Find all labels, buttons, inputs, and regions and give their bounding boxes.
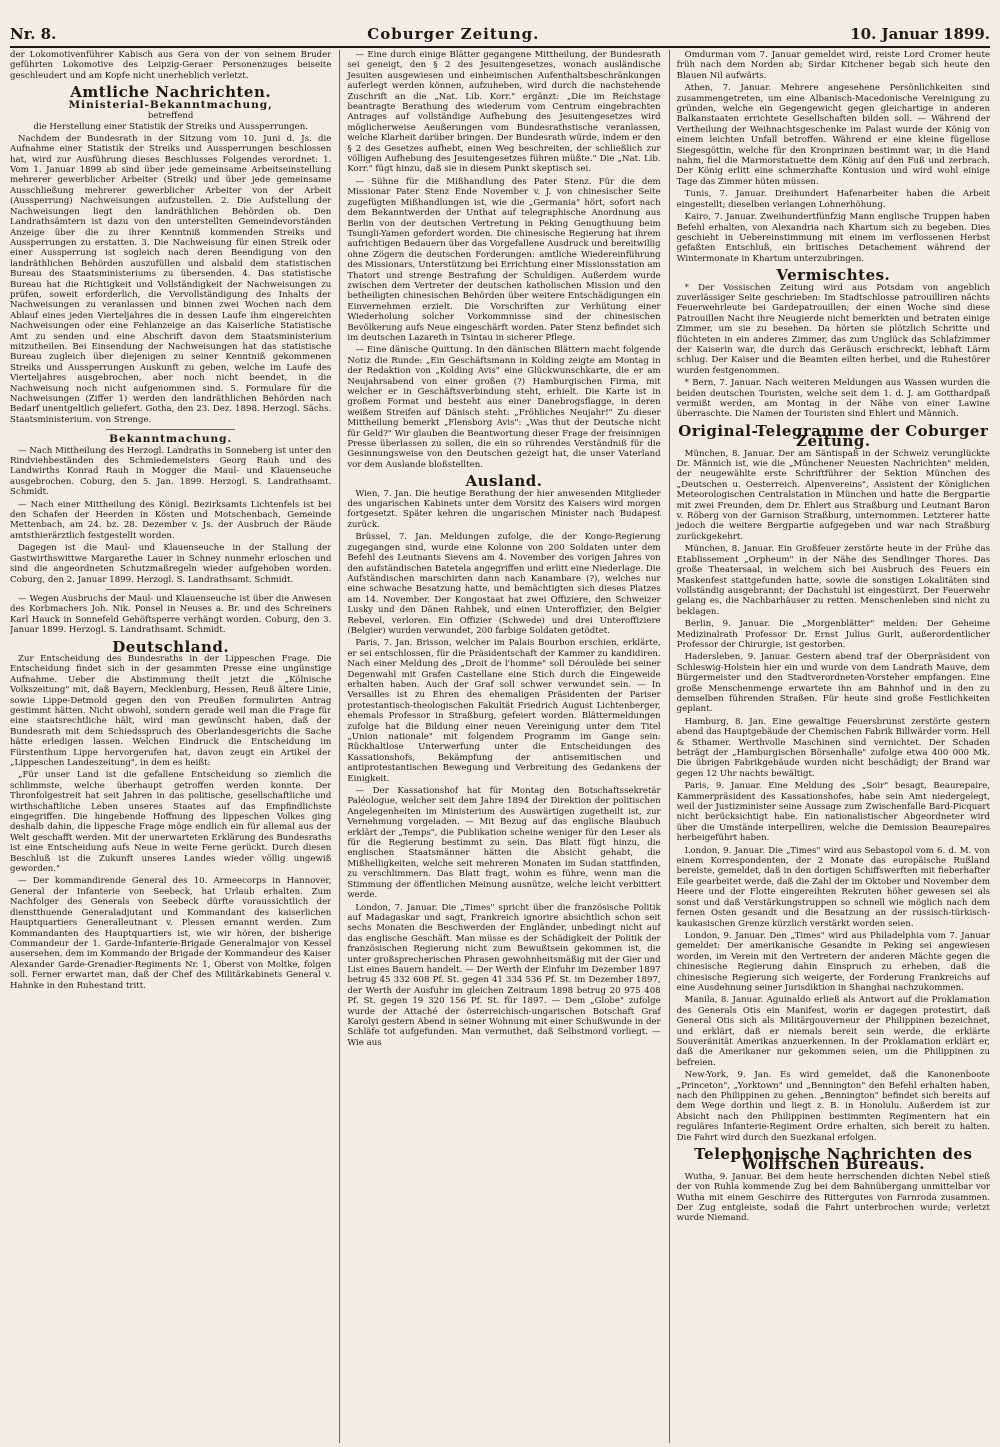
article-text: Nachdem der Bundesrath in der Sitzung vom 10. Juni d. Js. die Aufnahme einer Statistik der Streiks und Aussperrungen beschlossen hat, wird zur Ausführung dieses Beschlusses Folgendes verordnet: 1. Vom 1. Januar 1899 ab sind über jede gemeinsame Arbeitseinstellung mehrerer gewerblicher Arbeiter (Streik) und über jede gemeinsame Ausschließung mehrerer gewerblicher Arbeiter von der Arbeit (Aussperrung) Nachweisungen aufzustellen. 2. Die Aufstellung der Nachweisungen liegt den landräthlichen Behörden ob. Den Landrathsämtern ist dazu von den unterstellten Gemeindevorständen Anzeige über die zu ihrer Kenntniß kommenden Streiks und Aussperrungen zu erstatten. 3. Die Nachweisung für einen Streik oder einer Aussperrung ist sogleich nach deren Beendigung von den landräthlichen Behörden auszufüllen und alsbald dem statistischen Bureau des Staatsministeriums zu übersenden. 4. Das statistische Bureau hat die Richtigkeit und Vollständigkeit der Nachweisungen zu prüfen, soweit erforderlich, die Vervollständigung des Inhalts der Nachweisungen zu veranlassen und binnen zwei Wochen nach dem Ablauf eines jeden Vierteljahres die in dessen Laufe ihm eingereichten Nachweisungen oder eine Fehlanzeige an das Kaiserliche Statistische Amt zu senden und eine Abschrift davon dem Staatsministerium mitzutheilen. Bei Einsendung der Nachweisungen hat das statistische Bureau zugleich über diejenigen zu seiner Kenntniß gekommenen Streiks und Aussperrungen Auskunft zu geben, welche im Laufe des Vierteljahres ausgebrochen, aber noch nicht beendet, in die Nachweisung noch nicht aufgenommen sind. 5. Formulare für die Nachweisungen (Ziffer 1) werden den landräthlichen Behörden nach Bedarf unentgeltlich geliefert. Gotha, den 23. Dez. 1898. Herzogl. Sächs. Staatsministerium. von Strenge.: [10, 133, 332, 425]
article-text: London, 7. Januar. Die „Times" spricht über die französische Politik auf Madagaskar und sagt, Frankreich ignorire absichtlich schon seit sechs Monaten die Beschwerden der Engländer, unbedingt nicht auf das englische Geschäft. Man müsse es der Schädigkeit der Politik der französischen Regierung nicht zum Bewußtsein gekommen ist, die unter großsprecherischen Phrasen gewohnheitsmäßig mit der Gier und List eines Bauern handelt. — Der Werth der Einfuhr im Dezember 1897 betrug 45 332 608 Pf. St. gegen 41 334 536 Pf. St. im Dezember 1897, der Werth der Ausfuhr im gleichen Zeitraum 1898 betrug 20 975 408 Pf. St. gegen 19 320 156 Pf. St. für 1897. — Dem „Globe" zufolge wurde der Attaché der österreichisch-ungarischen Botschaft Graf Karolyi gestern Abend in seiner Wohnung mit einer Schußwunde in der Schläfe tot aufgefunden. Man vermuthet, daß Selbstmord vorliegt. — Wie aus: [347, 902, 661, 1048]
article-text: — Eine dänische Quittung. In den dänischen Blättern macht folgende Notiz die Runde: „Ein Geschäftsmann in Kolding zeigte am Montag in der Redaktion von „Kolding Avis" eine Glückwunschkarte, die er am Neujahrsabend von einer großen (?) Hamburgischen Firma, mit welcher er in Geschäftsverbindung steht, erhielt. Die Karte ist in großem Format und besteht aus einer Danebrogsflagge, in deren weißem Streifen auf Dänisch steht: „Fröhliches Neujahr!" Zu dieser Mittheilung bemerkt „Flensborg Avis": „Was thut der Deutsche nicht für Geld?" Wir glauben die Beantwortung dieser Frage der freisinnigen Presse überlassen zu sollen, die ein so rührendes Verständniß für die Gesinnungsweise von den Deutschen gezeigt hat, die unser Vaterland vor dem Auslande bloßstellten.: [347, 345, 661, 470]
article-text: Athen, 7. Januar. Mehrere angesehene Persönlichkeiten sind zusammengetreten, um eine Albanisch-Macedonische Vereinigung zu gründen, welche ein Gegengewicht gegen gleichartige in anderen Balkanstaaten errichtete Gesellschaften bilden soll. — Während der Vertheilung der Weihnachtsgeschenke im Palast wurde der König von einem leichten Unfall betroffen. Während er eine kleine fügellose Siegesgöttin, welche für den Kronprinzen bestimmt war, in die Hand nahm, fiel die Marmorstatuette dem König auf den Fuß und zerbrach. Der König erlitt eine schmerzhafte Kontusion und wird wohl einige Tage das Zimmer hüten müssen.: [676, 83, 990, 187]
article-text: München, 8. Januar. Der am Säntispaß in der Schweiz verunglückte Dr. Männich ist, wie die „Münchener Neuesten Nachrichten" melden, der neugewählte erste Schriftführer der Sektion München des „Deutschen u. Oesterreich. Alpenvereins", Assistent der Königlichen Meteorologischen Centralstation in München und hatte die Bergpartie mit zwei Freunden, dem Dr. Ehlert aus Straßburg und Leutnant Baron v. Röberg von der Garnison Straßburg, unternommen. Letzterer hatte jedoch die weitere Bergpartie aufgegeben und war nach Straßburg zurückgekehrt.: [676, 448, 990, 542]
article-text: * Der Vossischen Zeitung wird aus Potsdam von angeblich zuverlässiger Seite geschrieben: Im Stadtschlosse patrouilliren nächts Feuerwehrleute bei Gardepatrouillen; der einen Woche sind diese Patrouillen Nacht ihre Neugierde nicht bemerkten und betraten einige Zimmer, um sie zu besehen. Da hörten sie plötzlich Schritte und flüchteten in ein anderes Zimmer, das zum Unglück das Schlafzimmer der Kaiserin war, die durch das Geräusch erschreckt, lebhaft Lärm schlug. Der Kaiser und die Beamten eilten herbei, und die Ruhestörer wurden festgenommen.: [676, 282, 990, 376]
issue-number: Nr. 8.: [10, 25, 57, 43]
section-heading-deutschland: Deutschland.: [112, 637, 230, 656]
divider: [106, 589, 235, 590]
section-heading-telephonische: Telephonische Nachrichten des Wolffschen Bureaus.: [694, 1145, 973, 1174]
subheading-ministerial: Ministerial-Bekanntmachung,: [68, 98, 273, 111]
subtitle: betreffend: [147, 111, 194, 122]
article-text: — Sühne für die Mißhandlung des Pater Stenz. Für die dem Missionar Pater Stenz Ende November v. J. von chinesischer Seite zugefügten Mißhandlungen ist, wie die „Germania" hört, sofort nach dem Bekanntwerden der Unthat auf telegraphische Anordnung aus Berlin von der deutschen Vertretung in Peking Genugthuung beim Tsungli-Yamen gefordert worden. Die chinesische Regierung hat ihrem aufrichtigen Bedauern über das Vorgefallene Ausdruck und bereitwillig ohne Zögern die deutschen Forderungen: amtliche Wiedereinführung des Missionars, Unterstützung bei Errichtung einer Missionsstation am Thatort und strenge Bestrafung der Schuldigen. Außerdem wurde zwischen dem Vertreter der deutschen katholischen Mission und den betheiligten chinesischen Behörden über weitere Entschädigungen ein Einvernehmen erzielt. Die Vorschriften zur Verhütung einer Wiederholung solcher Vorkommnisse sind der chinesischen Bevölkerung aufs Neue eingeschärft worden. Pater Stenz befindet sich im deutschen Lazareth in Tsintau in sicherer Pflege.: [347, 176, 661, 343]
issue-date: 10. Januar 1899.: [850, 25, 990, 43]
article-text: „Für unser Land ist die gefallene Entscheidung so ziemlich die schlimmste, welche überhaupt getroffen werden konnte. Der Thronfolgestreit hat seit Jahren in das politische, gesellschaftliche und wirthschaftliche Leben unseres Staates auf das Empfindlichste eingegriffen. Die hingebende Hoffnung des lippeschen Volkes ging deshalb dahin, die lippesche Frage möge endlich ein für allemal aus der Welt geschafft werden. Mit der unerwarteten Erklärung des Bundesraths ist eine Entscheidung aufs Neue in weite Ferne gerückt. Durch diesen Beschluß ist die Zukunft unseres Landes wieder völlig ungewiß geworden.": [10, 770, 332, 875]
article-text: Hadersleben, 9. Januar. Gestern abend traf der Oberpräsident von Schleswig-Holstein hier ein und wurde von dem Landrath Mauve, dem Bürgermeister und den Stadtverordneten-Vorsteher empfangen. Eine große Menschenmenge erwartete ihn am Bahnhof und in den zu demselben führenden Straßen. Für heute sind große Festlichkeiten geplant.: [676, 652, 990, 715]
article-text: Hamburg, 8. Jan. Eine gewaltige Feuersbrunst zerstörte gestern abend das Hauptgebäude der Chemischen Fabrik Billwärder vorm. Hell & Sthamer. Werthvolle Maschinen sind vernichtet. Der Schaden beträgt der „Hamburgischen Börsenhalle" zufolge etwa 400 000 Mk. Die übrigen Fabrikgebäude wurden nicht beschädigt; der Brand war gegen 12 Uhr nachts bewältigt.: [676, 716, 990, 779]
article-text: — Nach Mittheilung des Herzogl. Landraths in Sonneberg ist unter den Rindviehbeständen des Schmiedemeisters Georg Rauh und des Landwirths Konrad Rauh in Mogger die Maul- und Klauenseuche ausgebrochen. Coburg, den 5. Jan. 1899. Herzogl. S. Landrathsamt. Schmidt.: [10, 445, 332, 498]
column-1: [10, 50, 331, 1443]
article-text: Manila, 8. Januar. Aguinaldo erließ als Antwort auf die Proklamation des Generals Otis ein Manifest, worin er dagegen protestirt, daß General Otis sich als Militärgouverneur der Philippinen bezeichnet, und erklärt, daß er niemals bereit sein werde, die erklärte Souveränität Amerikas anzuerkennen. In der Proklamation erklärt er, daß die Amerikaner nur gekommen seien, um die Philippinen zu befreien.: [676, 995, 990, 1068]
column-2: [339, 50, 660, 1443]
article-text: Paris, 9. Januar. Eine Meldung des „Soir" besagt, Beaurepaire, Kammerpräsident des Kassationshofes, habe sein Amt niedergelegt, weil der Justizminister seine Aussage zum Zwischenfalle Bard-Picquart nicht berücksichtigt habe. Ein nationalistischer Abgeordneter wird über die Umstände interpelliren, welche die Demission Beaurepaires herbeigeführt haben.: [676, 781, 990, 844]
article-text: — Der Kassationshof hat für Montag den Botschaftssekretär Paléologue, welcher seit dem Jahre 1894 der Direktion der politischen Angelegenheiten im Ministerium des Auswärtigen zugetheilt ist, zur Vernehmung vorgeladen. — Mit Bezug auf das englische Blaubuch erklärt der „Temps", die Publikation scheine weniger für den Leser als für die Regierung bestimmt zu sein. Das Blatt fügt hinzu, die englischen Staatsmänner hätten die Absicht gehabt, die Mißhelligkeiten, welche seit mehreren Monaten im Sudan stattfinden, zu verschlimmern. Das Blatt fragt, wohin es führe, wenn man die Stimmung der öffentlichen Meinung ausnütze, welche leicht verbittert werde.: [347, 786, 661, 901]
section-heading-vermischtes: Vermischtes.: [776, 266, 891, 285]
subtitle: die Herstellung einer Statistik der Streiks und Aussperrungen.: [33, 122, 308, 133]
article-text: New-York, 9. Jan. Es wird gemeldet, daß die Kanonenboote „Princeton", „Yorktown" und „Bennington" den Befehl erhalten haben, nach den Philippinen zu gehen. „Bennington" befindet sich bereits auf dem Wege dorthin und liegt z. B. in Honolulu. Außerdem ist zur Absicht nach den Philippinen bestimmten Regimentern hat ein reguläres Infanterie-Regiment Ordre erhalten, sich bereit zu halten. Die Fahrt wird durch den Suezkanal erfolgen.: [676, 1070, 990, 1143]
article-text: — Eine durch einige Blätter gegangene Mittheilung, der Bundesrath sei geneigt, den § 2 des Jesuitengesetzes, wonach ausländische Jesuiten ausgewiesen und einheimischen Aufenthaltsbeschränkungen auferlegt werden können, aufzuheben, wird durch die nachstehende Zuschrift an die „Nat. Lib. Korr." ergänzt: „Die im Reichstage beantragte Berathung des wiederum vom Centrum eingebrachten Antrages auf vollständige Aufhebung des Jesuitengesetzes wird möglicherweise Aeußerungen vom Bundesrathstische veranlassen, welche Klarheit darüber bringen. Der Bundesrath würde, indem er den § 2 des Gesetzes aufhebt, einen Weg beschreiten, der schließlich zur völligen Aufhebung des Jesuitengesetzes führen müßte." Die „Nat. Lib. Korr." fügt hinzu, daß sie in diesem Punkt skeptisch sei.: [347, 50, 661, 175]
columns: [10, 50, 990, 1443]
section-heading-original-telegramme: Original-Telegramme der Coburger Zeitung.: [678, 421, 989, 451]
article-text: — Nach einer Mittheilung des Königl. Bezirksamts Lichtenfels ist bei den Schafen der Heerden in Kösten und Motschenbach, Gemeinde Mettenbach, am 24. bz. 28. Dezember v. Js. der Ausbruch der Räude amtsthierärztlich festgestellt worden.: [10, 499, 332, 541]
article-text: * Bern, 7. Januar. Nach weiteren Meldungen aus Wassen wurden die beiden deutschen Touristen, welche seit dem 1. d. J. am Gotthardpaß vermißt werden, am Montag in der Nähe von einer Lawine überraschte. Die Namen der Touristen sind Ehlert und Männich.: [676, 378, 990, 420]
article-text: Wien, 7. Jan. Die heutige Berathung der hier anwesenden Mitglieder des ungarischen Kabinets unter dem Vorsitz des Kaisers wird morgen fortgesetzt. Später kehren die ungarischen Minister nach Budapest zurück.: [347, 488, 661, 530]
article-text: London, 9. Januar. Die „Times" wird aus Sebastopol vom 6. d. M. von einem Korrespondenten, der 2 Monate das europäische Rußland bereiste, gemeldet, daß in den dortigen Schiffswerften mit fieberhafter Eile gearbeitet werde, daß die Zahl der im Oktober und November dem Heere und der Flotte eingereihten Rekruten höher gewesen sei als sonst und daß Verstärkungstruppen so schnell wie möglich nach dem fernen Osten gesandt und die Besatzung an der russisch-türkisch-kaukasischen Grenze kürzlich verstärkt worden seien.: [676, 845, 990, 929]
subheading-bekanntmachung: Bekanntmachung.: [109, 433, 233, 446]
article-text: Tunis, 7. Januar. Dreihundert Hafenarbeiter haben die Arbeit eingestellt; dieselben verlangen Lohnerhöhung.: [676, 189, 990, 210]
divider: [106, 429, 235, 430]
article-text: München, 8. Januar. Ein Großfeuer zerstörte heute in der Frühe das Etablissement „Orpheum" in der Nähe des Sendlinger Thores. Das große Theatersaal, in welchem sich bei Ausbruch des Feuers ein Maskenfest stattgefunden hatte, sowie die sonstigen Lokalitäten sind vollständig ausgebrannt; der Dachstuhl ist eingestürzt. Der Feuerwehr gelang es, die Nachbarhäuser zu retten. Menschenleben sind nicht zu beklagen.: [676, 544, 990, 617]
article-text: London, 9. Januar. Den „Times" wird aus Philadelphia vom 7. Januar gemeldet: Der amerikanische Gesandte in Peking sei angewiesen worden, im Verein mit den Vertretern der anderen Mächte gegen die chinesische Regierung dahin Einspruch zu erheben, daß die chinesische Regierung sich weigerte, der Forderung Frankreichs auf eine Ausdehnung seiner Jurisdiktion in Shanghai nachzukommen.: [676, 930, 990, 993]
article-text: Zur Entscheidung des Bundesraths in der Lippeschen Frage. Die Entscheidung findet sich in der gesammten Presse eine ungünstige Aufnahme. Ueber die Abstimmung theilt jetzt die „Kölnische Volkszeitung" mit, daß Bayern, Mecklenburg, Hessen, Reuß ältere Linie, sowie Lippe-Detmold gegen den von Preußen formulirten Antrag gestimmt hätten. Nicht obwohl, sondern gerade weil man die Frage für eine staatsrechtliche hält, wird man gewünscht haben, daß der Bundesrath mit dem Schiedsspruch des Oberlandesgerichts die Sache hätte erledigen lassen. Welchen Eindruck die Entscheidung im Fürstenthum Lippe hervorgerufen hat, davon zeugt ein Artikel der „Lippeschen Landeszeitung", in dem es heißt:: [10, 653, 332, 768]
article-text: Berlin, 9. Januar. Die „Morgenblätter" melden: Der Geheime Medizinalrath Professor Dr. Ernst Julius Gurlt, außerordentlicher Professor der Chirurgie, ist gestorben.: [676, 619, 990, 650]
column-3: [669, 50, 990, 1443]
article-text: Omdurman vom 7. Januar gemeldet wird, reiste Lord Cromer heute früh nach dem Norden ab; Sirdar Kitchener begab sich heute den Blauen Nil aufwärts.: [676, 50, 990, 81]
article-text: Dagegen ist die Maul- und Klauenseuche in der Stallung der Gastwirthswittwe Margarethe Lauer in Schney nunmehr erloschen und sind die angeordneten Schutzmaßregeln wieder aufgehoben worden. Coburg, den 2. Januar 1899. Herzogl. S. Landrathsamt. Schmidt.: [10, 543, 332, 585]
article-text: Wutha, 9. Januar. Bei dem heute herrschenden dichten Nebel stieß der von Ruhla kommende Zug bei dem Bahnübergang unmittelbar vor Wutha mit einem Geschirre des Rittergutes von Farnroda zusammen. Der Zug entgleiste, sodaß die Fahrt unterbrochen wurde; verletzt wurde Niemand.: [676, 1171, 990, 1224]
masthead: [10, 22, 990, 48]
section-heading-amtliche: Amtliche Nachrichten.: [70, 83, 272, 102]
article-text: — Der kommandirende General des 10. Armeecorps in Hannover, General der Infanterie von Seebeck, hat Urlaub erhalten. Zum Nachfolger des Generals von Seebeck dürfte voraussichtlich der dienstthuende Generaladjutant und Kommandant des kaiserlichen Hauptquartiers Generalleutnant v. Plessen ernannt werden. Zum Kommandanten des Hauptquartiers ist, wie wir hören, der bisherige Commandeur der 1. Garde-Infanterie-Brigade Generalmajor von Kessel ausersehen, dem im Kommando der Brigade der Kommandeur des Kaiser Alexander Garde-Grenadier-Regiments Nr. 1, Oberst von Moltke, folgen soll. Ferner erwartet man, daß der Chef des Militärkabinets General v. Hahnke in den Ruhestand tritt.: [10, 876, 332, 991]
article-text: Paris, 7. Jan. Brisson, welcher im Palais Bourbon erschien, erklärte, er sei entschlossen, für die Präsidentschaft der Kammer zu kandidiren. Nach einer Meldung des „Droit de l'homme" soll Déroulède bei seiner Degenwahl mit Grafen Castellane eine Stich durch die Eingeweide erhalten haben. Auch der Graf soll schwer verwundet sein. — In Versailles ist zu Ehren des ehemaligen Präsidenten der Pariser protestantisch-theologischen Fakultät Friedrich August Lichtenberger, ehemals Professor in Straßburg, gefeiert worden. Blättermeldungen zufolge hat die Bildung einer neuen Vereinigung unter dem Titel „Union nationale" mit folgendem Programm im Gange sein: Rückhaltlose Unterwerfung unter die Entscheidungen des Kassationshofs, Bekämpfung der antisemitischen und antiprotestantischen Bewegung und Verbreitung des Gedankens der Einigkeit.: [347, 638, 661, 784]
newspaper-title: Coburger Zeitung.: [367, 25, 540, 43]
article-text: Brüssel, 7. Jan. Meldungen zufolge, die der Kongo-Regierung zugegangen sind, wurde eine Kolonne von 200 Soldaten unter dem Befehl des Leutnants Sievens am 4. November des vorigen Jahres von den aufständischen Batetela angegriffen und erlitt eine Niederlage. Die Aufständischen marschirten dann nach Kanambare (?), welches nur eine schwache Besatzung hatte, und bemächtigten sich dieses Platzes am 14. November. Der Kongostaat hat zwei Offiziere, den Schweizer Lusky und den Dänen Rahbek, und einen Unteroffizier, den Belgier Rebevel, verloren. Ein Offizier (Schwede) und drei Unteroffiziere (Belgier) wurden verwundet, 200 farbige Soldaten getödtet.: [347, 532, 661, 636]
article-text: der Lokomotivenführer Kabisch aus Gera von der von seinem Bruder geführten Lokomotive des Leipzig-Geraer Personenzuges beiseite geschleudert und am Kopfe nicht unerheblich verletzt.: [10, 50, 332, 81]
section-heading-ausland: Ausland.: [465, 472, 543, 491]
article-text: — Wegen Ausbruchs der Maul- und Klauenseuche ist über die Anwesen des Korbmachers Joh. Nik. Ponsel in Neuses a. Br. und des Schreiners Karl Hauck in Sonnefeld Gehöftsperre verhängt worden. Coburg, den 3. Januar 1899. Herzogl. S. Landrathsamt. Schmidt.: [10, 593, 332, 636]
article-text: Kairo, 7. Januar. Zweihundertfünfzig Mann englische Truppen haben Befehl erhalten, von Alexandria nach Khartum sich zu begeben. Dies geschieht in Uebereinstimmung mit einem im verflossenen Herbst gefaßten Entschluß, ein britisches Detachement während der Wintermonate in Khartum unterzubringen.: [676, 212, 990, 264]
